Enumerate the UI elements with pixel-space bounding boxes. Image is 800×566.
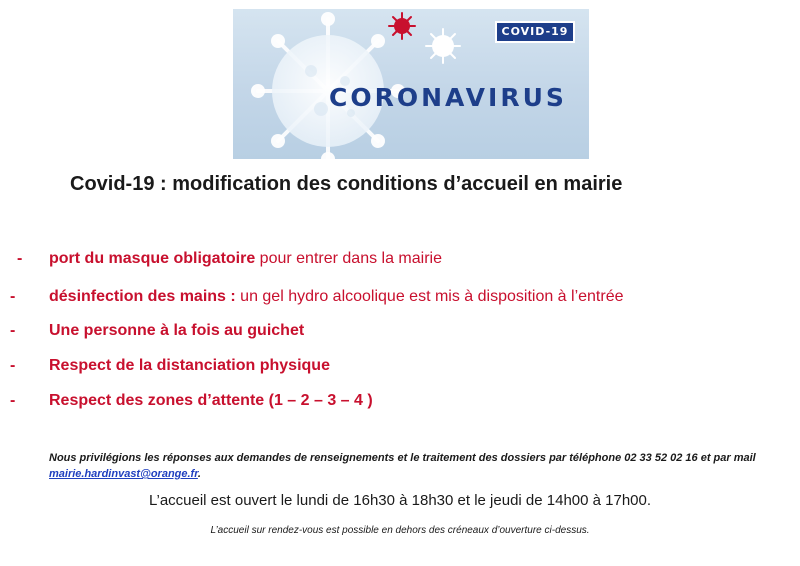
rule-bullet: -	[10, 357, 16, 374]
rule-text	[49, 287, 624, 307]
rule-strong: port du masque obligatoire	[49, 250, 256, 267]
contact-note-end: .	[197, 468, 201, 480]
rule-plain: un gel hydro alcoolique est mis à disposition à l’entrée	[235, 288, 624, 305]
covid-badge: COVID-19	[495, 21, 575, 43]
rule-text	[49, 356, 330, 376]
red-virus-icon	[389, 13, 415, 39]
rule-text	[49, 249, 442, 269]
rule-bullet: -	[17, 250, 23, 267]
email-link[interactable]: mairie.hardinvast@orange.fr	[49, 468, 198, 480]
coronavirus-banner	[233, 9, 589, 159]
rule-bullet: -	[10, 288, 16, 305]
small-virus-icon	[426, 29, 460, 63]
page-title: Covid-19 : modification des conditions d’accueil en mairie	[70, 173, 623, 195]
opening-hours: L’accueil est ouvert le lundi de 16h30 à 18h30 et le jeudi de 14h00 à 17h00.	[148, 492, 652, 509]
rule-text	[49, 391, 373, 411]
rule-strong: Respect des zones d’attente (1 – 2 – 3 – 4 )	[49, 392, 373, 409]
rule-bullet: -	[10, 392, 16, 409]
rule-plain: pour entrer dans la mairie	[255, 250, 442, 267]
rule-strong: Une personne à la fois au guichet	[49, 322, 305, 339]
rule-text	[49, 321, 304, 341]
banner-title: CORONAVIRUS	[329, 83, 567, 112]
contact-note-text: Nous privilégions les réponses aux demandes de renseignements et le traitement des dossiers par téléphone 02 33 52 02 16 et par mail	[49, 452, 756, 464]
rule-strong: désinfection des mains :	[49, 288, 236, 305]
appointment-note: L’accueil sur rendez-vous est possible en dehors des créneaux d’ouverture ci-dessus.	[210, 525, 590, 536]
rule-bullet: -	[10, 322, 16, 339]
rule-strong: Respect de la distanciation physique	[49, 357, 330, 374]
contact-note	[49, 450, 764, 482]
